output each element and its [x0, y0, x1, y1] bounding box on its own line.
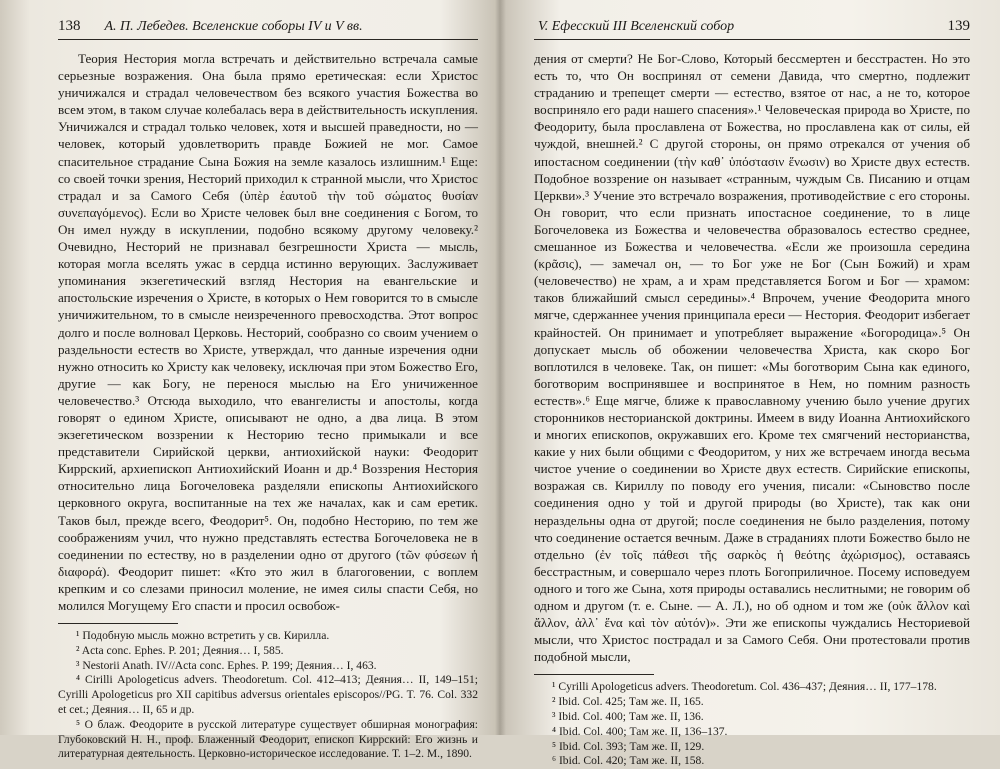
left-footnotes: [58, 629, 478, 762]
right-footnote-2: ² Ibid. Col. 425; Там же. II, 165.: [552, 695, 704, 709]
right-body-text: [534, 50, 970, 665]
right-footnote-4: ⁴ Ibid. Col. 400; Там же. II, 136–137.: [552, 724, 728, 738]
left-footnote-separator: [58, 623, 178, 624]
left-page-number: 138: [58, 18, 81, 34]
right-footnote-separator: [534, 674, 654, 675]
left-footnote-2: ² Acta conc. Ephes. P. 201; Деяния… I, 585.: [76, 643, 284, 657]
right-footnote-3: ³ Ibid. Col. 400; Там же. II, 136.: [552, 709, 704, 723]
left-page: [0, 0, 500, 761]
left-running-head: А. П. Лебедев. Вселенские соборы IV и V вв.: [104, 19, 363, 34]
right-footnote-5: ⁵ Ibid. Col. 393; Там же. II, 129.: [552, 739, 705, 753]
left-body-text: [58, 50, 478, 614]
left-paragraph: Теория Нестория могла встречать и действительно встречала самые серьезные возражения. Она была прямо еретическая: если Христос уничижался и страдал человечеством без всякого участия Божества во всем этом, в таком случае колебалась вера в действительность искупления. Уничижался и страдал только человек, хотя и высшей праведности, но — человек, который удовлетворить правде Божией не мог. Самое спасительное страдание Сына Божия на земле казалось излишним.¹ Еще: со своей точки зрения, Несторий приходил к странной мысли, что Христос страдал и за Самого Себя (ὑπὲρ ἑαυτοῦ τὴν τοῦ σώματος θυσίαν συνεπαγόμενος). Если во Христе человек был вне соединения с Богом, то Он имел нужду в искуплении, подобно всякому другому человеку.² Очевидно, Несторий не признавал безгрешности Христа — мысль, которая могла вселять ужас в сердца истинно верующих. Заслуживает упоминания экзегетический взгляд Нестория на евангельские и апостольские изречения о Христе, в которых о Нем говорится то в смысле уничижительном, то в смысле неизреченного превосходства. Этот вопрос долго и после волновал Церковь. Несторий, сообразно со своим учением о раздельности естеств во Христе, утверждал, что данные изречения одни нужно относить ко Христу как человеку, исключая при этом Божество Его, другие — как Богу, не перенося мыслью на Его уничиженное человечество.³ Отсюда выходило, что евангелисты и апостолы, когда говорят о едином Христе, описывают не одно, а два лица. В этом экзегетическом воззрении к Несторию тесно примыкали и все представители Сирийской церкви, антиохийской науки: Феодорит Киррский, архиепископ Антиохийский Иоанн и др.⁴ Воззрения Нестория относительно лица Богочеловека разделяли епископы Антиохийского церковного округа, воспитанные на тех же началах, как и сам еретик. Таков был, прежде всего, Феодорит⁵. Он, подобно Несторию, по тем же соображениям учил, что нужно представлять естества Богочеловека не в соединении по естеству, но в разделении одно от другого (τῶν φύσεων ἡ διαφορά). Феодорит пишет: «Кто это жил в благоговении, с воплем крепким и со слезами приносил моление, не имея силы спасти Себя, но молился Могущему Его спасти и просил освобож-: [58, 51, 478, 613]
right-running-head: V. Ефесский III Вселенский собор: [538, 19, 735, 34]
right-paragraph: дения от смерти? Не Бог-Слово, Который бессмертен и бесстрастен. Но это есть то, что Он воспринял от семени Давида, что смертно, подлежит страданию и трепещет смерти — естество, взятое от нас, а не то, которое восприняло его ради нашего спасения».¹ Человеческая природа во Христе, по Феодориту, была прославлена от Божества, но прославлена как от силы, ей чуждой, внешней.² С другой стороны, он прямо отрекался от учения об ипостасном соединении (τὴν καθ᾽ ὑπόστασιν ἕνωσιν) во Христе двух естеств. Подобное воззрение он называет «странным, чуждым Св. Писанию и отцам Церкви».³ Учение это встречало возражения, противодействие с его стороны. Он говорит, что если признать ипостасное соединение, то в лице Богочеловека из Божества и человечества образовалось естество среднее, смешанное из Божества и человечества. «Если же произошла середина (κρᾶσις), — замечал он, — то Бог уже не Бог (Сын Божий) и храм (человечество) не храм, а и храм представляется Богом и Бог — храмом: таков ближайший смысл середины».⁴ Впрочем, учение Феодорита много мягче, сдержаннее учения принципала ереси — Нестория. Феодорит избегает крайностей. Он принимает и употребляет выражение «Богородица».⁵ Он допускает мысль об обожении человечества Христа, как скоро Бог воплотился в человеке. Так, он пишет: «Мы боготворим Сына как единого, боготворим воспринявшее и воспринятое в Нем, но помним разность естеств».⁶ Еще мягче, ближе к православному учению было учение других сторонников несторианской доктрины. Имеем в виду Иоанна Антиохийского и многих епископов, окружавших его. Кроме тех смягчений несторианства, какие у них были общими с Феодоритом, у них же встречаем иногда весьма чистое учение о соединении во Христе двух естеств. Сирийские епископы, возражая св. Кириллу по поводу его учения, писали: «Сыновство после соединения одно у той и другой природы (во Христе), так как они нераздельны одна от другой; после соединения не было разделения, потому что соединение остается вечным. Даже в страданиях плоти Божество было не отдельно (ἐν τοῖς πάθεσι τῆς σαρκὸς ἡ θεότης ἀχώρισμος), оставаясь бесстрастным, и совершало через плоть Богоприличное. Посему исповедуем одного и того же Сына, хотя природы оставались неслитными; не говорим об одном и другом (т. е. Сыне. — А. Л.), но об одном и том же (οὐκ ἄλλον καὶ ἄλλον, ἀλλ᾽ ἕνα καὶ τὸν αὐτόν)». Эти же епископы чуждались Несториевой мысли, что Христос пострадал и за Самого Себя. Они протестовали против подобной мысли,: [534, 51, 970, 665]
right-running-header: [534, 18, 970, 40]
right-page: [500, 0, 1000, 768]
right-footnote-1: ¹ Cyrilli Apologeticus advers. Theodoretum. Col. 436–437; Деяния… II, 177–178.: [552, 680, 937, 694]
right-footnotes: [534, 680, 970, 769]
left-running-header: [58, 18, 478, 40]
left-footnote-3: ³ Nestorii Anath. IV//Acta conc. Ephes. P. 199; Деяния… I, 463.: [76, 658, 377, 672]
right-footnote-6: ⁶ Ibid. Col. 420; Там же. II, 158.: [552, 754, 705, 768]
left-footnote-5: ⁵ О блаж. Феодорите в русской литературе существует обширная монография: Глубоковский Н. Н., проф. Блаженный Феодорит, епископ Киррский: Его жизнь и литературная деятельность. Церковно-историческое исследование. Т. 1–2. М., 1890.: [58, 717, 478, 761]
right-page-number: 139: [947, 18, 970, 34]
left-footnote-1: ¹ Подобную мысль можно встретить у св. Кирилла.: [76, 629, 330, 643]
left-footnote-4: ⁴ Cirilli Apologeticus advers. Theodoretum. Col. 412–413; Деяния… II, 149–151; Cyrilli Apologeticus pro XII capitibus adversus orientales episcopos//PG. T. 76. Col. 332 et cet.; Деяния… II, 65 и др.: [58, 673, 478, 717]
